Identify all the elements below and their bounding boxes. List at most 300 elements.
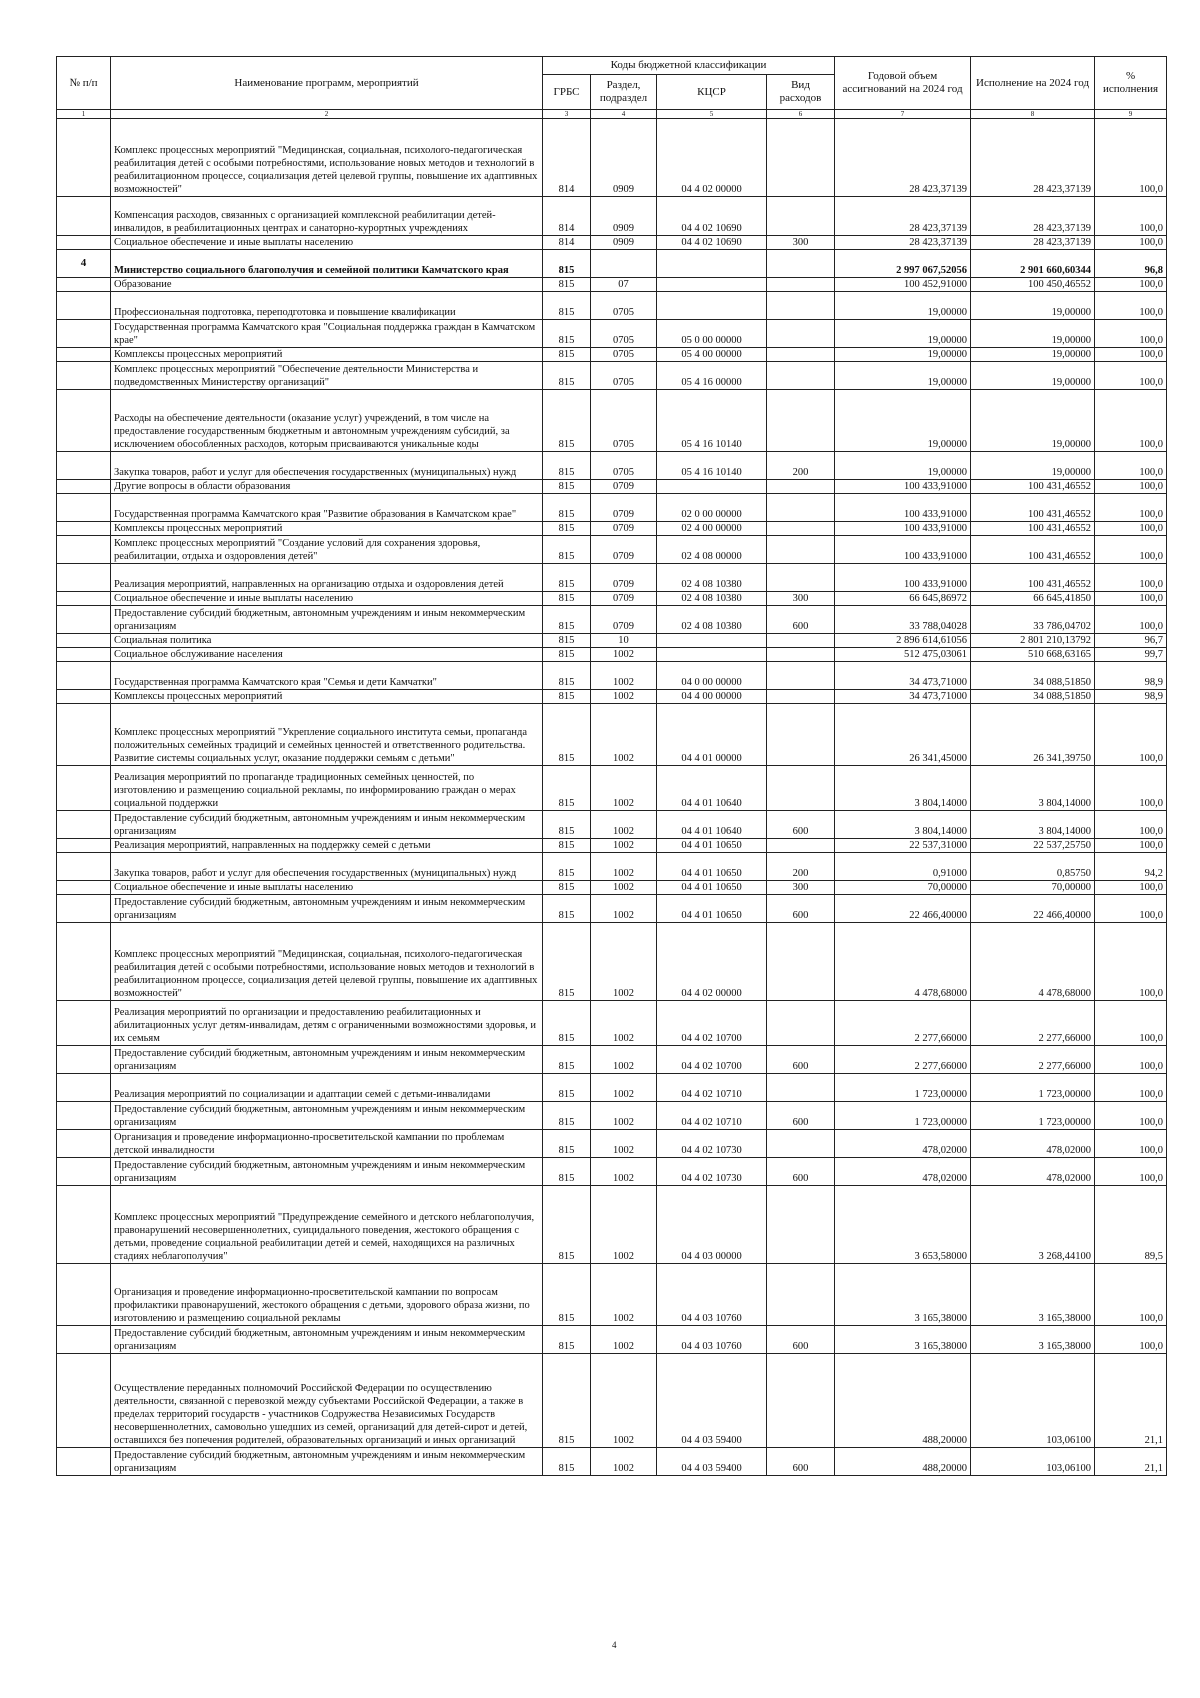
table-row [57,1186,1167,1264]
table-body [57,119,1167,1476]
table-row [57,1102,1167,1130]
table-row [57,494,1167,522]
execution-percent: 21,1 [1095,1354,1167,1448]
executed-amount: 3 804,14000 [971,811,1095,839]
executed-amount: 28 423,37139 [971,119,1095,197]
razdel-code: 1002 [591,662,657,690]
grbs-code: 815 [543,452,591,480]
planned-amount: 3 653,58000 [835,1186,971,1264]
grbs-code: 815 [543,853,591,881]
grbs-code: 815 [543,1326,591,1354]
row-number [57,1001,111,1046]
item-name: Организация и проведение информационно-просветительской кампании по вопросам профилактики правонарушений, жестокого обращения с детьми, здорового образа жизни, по изготовлению и размещению социальной рекламы [111,1264,543,1326]
execution-percent: 100,0 [1095,522,1167,536]
planned-amount: 28 423,37139 [835,197,971,236]
executed-amount: 0,85750 [971,853,1095,881]
table-row [57,606,1167,634]
executed-amount: 19,00000 [971,292,1095,320]
table-row [57,811,1167,839]
planned-amount: 2 997 067,52056 [835,250,971,278]
row-number [57,564,111,592]
planned-amount: 19,00000 [835,452,971,480]
executed-amount: 510 668,63165 [971,648,1095,662]
kcsr-code: 02 4 00 00000 [657,522,767,536]
grbs-code: 815 [543,1158,591,1186]
razdel-code: 0705 [591,362,657,390]
table-row [57,480,1167,494]
expense-type-code [767,634,835,648]
table-row [57,1046,1167,1074]
razdel-code: 1002 [591,1130,657,1158]
col-number: 6 [767,110,835,119]
grbs-code: 815 [543,348,591,362]
item-name: Предоставление субсидий бюджетным, автономным учреждениям и иным некоммерческим организациям [111,1158,543,1186]
planned-amount: 3 804,14000 [835,766,971,811]
budget-table-page [56,56,1166,1476]
row-number [57,1102,111,1130]
table-row [57,839,1167,853]
item-name: Комплекс процессных мероприятий "Медицинская, социальная, психолого-педагогическая реабилитация детей с особыми потребностями, использование новых методов и технологий в реабилитационном процессе, социализация детей целевой группы, повышение их адаптивных возможностей" [111,923,543,1001]
grbs-code: 815 [543,881,591,895]
grbs-code: 815 [543,1102,591,1130]
col-grbs-header: ГРБС [543,75,591,110]
execution-percent: 100,0 [1095,1130,1167,1158]
razdel-code: 0705 [591,292,657,320]
grbs-code: 815 [543,536,591,564]
row-number [57,1186,111,1264]
razdel-code [591,250,657,278]
col-plan-header: Годовой объем ассигнований на 2024 год [835,57,971,110]
kcsr-code: 02 4 08 10380 [657,564,767,592]
kcsr-code: 04 4 03 59400 [657,1354,767,1448]
expense-type-code: 600 [767,1326,835,1354]
grbs-code: 815 [543,278,591,292]
kcsr-code: 04 4 01 00000 [657,704,767,766]
budget-codes-header: Коды бюджетной классификации [543,57,835,75]
row-number [57,662,111,690]
planned-amount: 0,91000 [835,853,971,881]
table-row [57,634,1167,648]
executed-amount: 2 801 210,13792 [971,634,1095,648]
item-name: Реализация мероприятий, направленных на поддержку семей с детьми [111,839,543,853]
planned-amount: 22 466,40000 [835,895,971,923]
planned-amount: 70,00000 [835,881,971,895]
row-number [57,320,111,348]
razdel-code: 1002 [591,648,657,662]
execution-percent: 100,0 [1095,1264,1167,1326]
planned-amount: 2 277,66000 [835,1046,971,1074]
item-name: Организация и проведение информационно-просветительской кампании по проблемам детской инвалидности [111,1130,543,1158]
row-number [57,362,111,390]
grbs-code: 815 [543,662,591,690]
razdel-code: 1002 [591,923,657,1001]
kcsr-code [657,480,767,494]
planned-amount: 22 537,31000 [835,839,971,853]
execution-percent: 100,0 [1095,119,1167,197]
planned-amount: 34 473,71000 [835,690,971,704]
expense-type-code [767,1074,835,1102]
execution-percent: 100,0 [1095,1074,1167,1102]
expense-type-code [767,564,835,592]
expense-type-code [767,923,835,1001]
item-name: Государственная программа Камчатского края "Социальная поддержка граждан в Камчатском крае" [111,320,543,348]
grbs-code: 815 [543,704,591,766]
item-name: Комплексы процессных мероприятий [111,690,543,704]
expense-type-code: 200 [767,853,835,881]
table-row [57,119,1167,197]
planned-amount: 1 723,00000 [835,1074,971,1102]
expense-type-code [767,690,835,704]
expense-type-code [767,1001,835,1046]
item-name: Комплекс процессных мероприятий "Обеспечение деятельности Министерства и подведомственных Министерству организаций" [111,362,543,390]
execution-percent: 100,0 [1095,390,1167,452]
item-name: Закупка товаров, работ и услуг для обеспечения государственных (муниципальных) нужд [111,452,543,480]
grbs-code: 815 [543,592,591,606]
grbs-code: 815 [543,895,591,923]
kcsr-code: 04 4 02 10730 [657,1158,767,1186]
expense-type-code [767,480,835,494]
expense-type-code [767,197,835,236]
expense-type-code [767,1264,835,1326]
planned-amount: 100 452,91000 [835,278,971,292]
expense-type-code [767,250,835,278]
execution-percent: 89,5 [1095,1186,1167,1264]
kcsr-code: 04 4 02 00000 [657,923,767,1001]
kcsr-code: 04 4 00 00000 [657,690,767,704]
item-name: Компенсация расходов, связанных с организацией комплексной реабилитации детей-инвалидов, в реабилитационных центрах и санаторно-курортных учреждениях [111,197,543,236]
razdel-code: 10 [591,634,657,648]
executed-amount: 4 478,68000 [971,923,1095,1001]
executed-amount: 19,00000 [971,320,1095,348]
execution-percent: 96,8 [1095,250,1167,278]
grbs-code: 815 [543,1354,591,1448]
kcsr-code: 02 4 08 10380 [657,592,767,606]
planned-amount: 100 433,91000 [835,480,971,494]
razdel-code: 0709 [591,536,657,564]
planned-amount: 488,20000 [835,1354,971,1448]
row-number [57,1046,111,1074]
col-number: 5 [657,110,767,119]
planned-amount: 19,00000 [835,362,971,390]
planned-amount: 2 896 614,61056 [835,634,971,648]
expense-type-code [767,494,835,522]
kcsr-code: 04 4 03 59400 [657,1448,767,1476]
table-row [57,1448,1167,1476]
row-number [57,766,111,811]
executed-amount: 34 088,51850 [971,662,1095,690]
item-name: Предоставление субсидий бюджетным, автономным учреждениям и иным некоммерческим организациям [111,606,543,634]
table-row [57,662,1167,690]
table-row [57,536,1167,564]
planned-amount: 66 645,86972 [835,592,971,606]
item-name: Профессиональная подготовка, переподготовка и повышение квалификации [111,292,543,320]
table-row [57,522,1167,536]
row-number [57,348,111,362]
kcsr-code: 04 4 01 10650 [657,881,767,895]
item-name: Предоставление субсидий бюджетным, автономным учреждениям и иным некоммерческим организациям [111,1326,543,1354]
expense-type-code [767,1186,835,1264]
execution-percent: 100,0 [1095,811,1167,839]
execution-percent: 100,0 [1095,1158,1167,1186]
executed-amount: 33 786,04702 [971,606,1095,634]
grbs-code: 815 [543,1001,591,1046]
executed-amount: 28 423,37139 [971,197,1095,236]
table-row [57,250,1167,278]
row-number [57,452,111,480]
expense-type-code: 300 [767,236,835,250]
planned-amount: 19,00000 [835,292,971,320]
row-number [57,811,111,839]
row-number [57,236,111,250]
col-vid-header: Вид расходов [767,75,835,110]
executed-amount: 66 645,41850 [971,592,1095,606]
grbs-code: 815 [543,564,591,592]
row-number [57,853,111,881]
grbs-code: 814 [543,119,591,197]
executed-amount: 19,00000 [971,362,1095,390]
row-number [57,690,111,704]
execution-percent: 99,7 [1095,648,1167,662]
execution-percent: 100,0 [1095,881,1167,895]
row-number [57,704,111,766]
planned-amount: 512 475,03061 [835,648,971,662]
execution-percent: 94,2 [1095,853,1167,881]
grbs-code: 815 [543,811,591,839]
kcsr-code: 04 4 01 10640 [657,811,767,839]
kcsr-code: 05 0 00 00000 [657,320,767,348]
expense-type-code [767,390,835,452]
item-name: Осуществление переданных полномочий Российской Федерации по осуществлению деятельности, связанной с перевозкой между субъектами Российской Федерации, а также в пределах территорий государств - участников Содружества Независимых Государств несовершеннолетних, самовольно ушедших из семей, организаций для детей-сирот и детей, оставшихся без попечения родителей, образовательных организаций и иных организаций [111,1354,543,1448]
expense-type-code [767,119,835,197]
table-row [57,690,1167,704]
expense-type-code: 300 [767,592,835,606]
row-number [57,119,111,197]
expense-type-code: 600 [767,895,835,923]
item-name: Реализация мероприятий по организации и предоставлению реабилитационных и абилитационных услуг детям-инвалидам, детям с ограниченными возможностями здоровья, и их семьям [111,1001,543,1046]
executed-amount: 2 277,66000 [971,1046,1095,1074]
planned-amount: 26 341,45000 [835,704,971,766]
item-name: Социальная политика [111,634,543,648]
expense-type-code [767,536,835,564]
kcsr-code: 04 4 03 00000 [657,1186,767,1264]
razdel-code: 1002 [591,895,657,923]
kcsr-code: 04 4 02 10710 [657,1074,767,1102]
table-row [57,348,1167,362]
planned-amount: 3 804,14000 [835,811,971,839]
item-name: Реализация мероприятий по социализации и адаптации семей с детьми-инвалидами [111,1074,543,1102]
kcsr-code: 05 4 00 00000 [657,348,767,362]
row-number [57,494,111,522]
expense-type-code [767,766,835,811]
kcsr-code: 05 4 16 10140 [657,452,767,480]
grbs-code: 815 [543,606,591,634]
razdel-code: 1002 [591,811,657,839]
execution-percent: 100,0 [1095,1046,1167,1074]
grbs-code: 815 [543,839,591,853]
grbs-code: 815 [543,494,591,522]
item-name: Предоставление субсидий бюджетным, автономным учреждениям и иным некоммерческим организациям [111,895,543,923]
razdel-code: 0709 [591,592,657,606]
execution-percent: 100,0 [1095,494,1167,522]
grbs-code: 815 [543,292,591,320]
kcsr-code: 04 4 03 10760 [657,1326,767,1354]
razdel-code: 0709 [591,494,657,522]
kcsr-code: 04 4 03 10760 [657,1264,767,1326]
execution-percent: 100,0 [1095,1001,1167,1046]
table-row [57,197,1167,236]
razdel-code: 1002 [591,839,657,853]
col-name-header: Наименование программ, мероприятий [111,57,543,110]
grbs-code: 815 [543,1130,591,1158]
kcsr-code [657,278,767,292]
row-number [57,480,111,494]
item-name: Предоставление субсидий бюджетным, автономным учреждениям и иным некоммерческим организациям [111,811,543,839]
expense-type-code: 300 [767,881,835,895]
grbs-code: 814 [543,197,591,236]
table-row [57,292,1167,320]
planned-amount: 34 473,71000 [835,662,971,690]
executed-amount: 2 277,66000 [971,1001,1095,1046]
execution-percent: 100,0 [1095,278,1167,292]
executed-amount: 3 165,38000 [971,1326,1095,1354]
execution-percent: 100,0 [1095,766,1167,811]
row-number [57,1264,111,1326]
execution-percent: 100,0 [1095,536,1167,564]
col-number: 4 [591,110,657,119]
item-name: Социальное обслуживание населения [111,648,543,662]
col-number: 7 [835,110,971,119]
table-row [57,278,1167,292]
item-name: Предоставление субсидий бюджетным, автономным учреждениям и иным некоммерческим организациям [111,1046,543,1074]
item-name: Реализация мероприятий по пропаганде традиционных семейных ценностей, по изготовлению и размещению социальной рекламы, по информированию граждан о мерах социальной поддержки [111,766,543,811]
grbs-code: 815 [543,390,591,452]
executed-amount: 22 537,25750 [971,839,1095,853]
table-row [57,236,1167,250]
razdel-code: 0709 [591,522,657,536]
table-row [57,362,1167,390]
expense-type-code [767,1354,835,1448]
planned-amount: 28 423,37139 [835,119,971,197]
row-number [57,197,111,236]
planned-amount: 3 165,38000 [835,1264,971,1326]
item-name: Комплекс процессных мероприятий "Медицинская, социальная, психолого-педагогическая реабилитация детей с особыми потребностями, использование новых методов и технологий в реабилитационном процессе, социализация детей целевой группы, повышение их адаптивных возможностей" [111,119,543,197]
row-number [57,1158,111,1186]
razdel-code: 1002 [591,853,657,881]
planned-amount: 19,00000 [835,348,971,362]
row-number [57,1448,111,1476]
expense-type-code [767,662,835,690]
execution-percent: 100,0 [1095,236,1167,250]
kcsr-code: 04 4 02 10700 [657,1046,767,1074]
execution-percent: 21,1 [1095,1448,1167,1476]
razdel-code: 1002 [591,704,657,766]
razdel-code: 1002 [591,1264,657,1326]
row-number [57,1130,111,1158]
executed-amount: 3 268,44100 [971,1186,1095,1264]
col-number: 2 [111,110,543,119]
razdel-code: 1002 [591,1046,657,1074]
col-kcsr-header: КЦСР [657,75,767,110]
item-name: Комплексы процессных мероприятий [111,522,543,536]
item-name: Государственная программа Камчатского края "Развитие образования в Камчатском крае" [111,494,543,522]
razdel-code: 0709 [591,480,657,494]
grbs-code: 815 [543,690,591,704]
grbs-code: 815 [543,648,591,662]
item-name: Комплекс процессных мероприятий "Укрепление социального института семьи, пропаганда положительных семейных традиций и семейных ценностей и ответственного родительства. Развитие системы социальных услуг, оказание поддержки семьям с детьми" [111,704,543,766]
execution-percent: 100,0 [1095,452,1167,480]
razdel-code: 0705 [591,452,657,480]
execution-percent: 100,0 [1095,197,1167,236]
grbs-code: 815 [543,1186,591,1264]
executed-amount: 100 431,46552 [971,564,1095,592]
razdel-code: 1002 [591,1074,657,1102]
row-number [57,881,111,895]
expense-type-code [767,648,835,662]
executed-amount: 26 341,39750 [971,704,1095,766]
kcsr-code: 04 4 01 10650 [657,895,767,923]
razdel-code: 0909 [591,119,657,197]
executed-amount: 19,00000 [971,348,1095,362]
planned-amount: 19,00000 [835,390,971,452]
row-number: 4 [57,250,111,278]
razdel-code: 1002 [591,1354,657,1448]
razdel-code: 1002 [591,1448,657,1476]
planned-amount: 488,20000 [835,1448,971,1476]
item-name: Расходы на обеспечение деятельности (оказание услуг) учреждений, в том числе на предоставление государственным бюджетным и автономным учреждениям субсидий, за исключением обособленных расходов, которым присваиваются уникальные коды [111,390,543,452]
table-row [57,923,1167,1001]
item-name: Социальное обеспечение и иные выплаты населению [111,881,543,895]
expense-type-code [767,704,835,766]
execution-percent: 100,0 [1095,1326,1167,1354]
kcsr-code [657,634,767,648]
kcsr-code [657,648,767,662]
expense-type-code: 600 [767,1158,835,1186]
table-row [57,766,1167,811]
expense-type-code: 600 [767,1448,835,1476]
grbs-code: 815 [543,522,591,536]
item-name: Предоставление субсидий бюджетным, автономным учреждениям и иным некоммерческим организациям [111,1102,543,1130]
expense-type-code [767,292,835,320]
kcsr-code: 04 4 02 10690 [657,236,767,250]
grbs-code: 815 [543,766,591,811]
execution-percent: 100,0 [1095,292,1167,320]
razdel-code: 1002 [591,881,657,895]
executed-amount: 100 450,46552 [971,278,1095,292]
row-number [57,522,111,536]
grbs-code: 815 [543,250,591,278]
expense-type-code: 200 [767,452,835,480]
razdel-code: 0709 [591,564,657,592]
planned-amount: 478,02000 [835,1158,971,1186]
kcsr-code: 04 4 01 10650 [657,853,767,881]
row-number [57,536,111,564]
row-number [57,1074,111,1102]
razdel-code: 0709 [591,606,657,634]
table-row [57,1326,1167,1354]
item-name: Закупка товаров, работ и услуг для обеспечения государственных (муниципальных) нужд [111,853,543,881]
executed-amount: 2 901 660,60344 [971,250,1095,278]
col-pct-header: % исполнения [1095,57,1167,110]
expense-type-code: 600 [767,1102,835,1130]
expense-type-code [767,1130,835,1158]
item-name: Образование [111,278,543,292]
item-name: Комплекс процессных мероприятий "Предупреждение семейного и детского неблагополучия, правонарушений несовершеннолетних, суицидального поведения, жестокого обращения с детьми, проведение социальной реабилитации детей и семей, находящихся на различных стадиях неблагополучия" [111,1186,543,1264]
razdel-code: 0909 [591,197,657,236]
executed-amount: 103,06100 [971,1448,1095,1476]
kcsr-code: 04 4 02 10710 [657,1102,767,1130]
razdel-code: 1002 [591,1326,657,1354]
kcsr-code: 02 4 08 00000 [657,536,767,564]
